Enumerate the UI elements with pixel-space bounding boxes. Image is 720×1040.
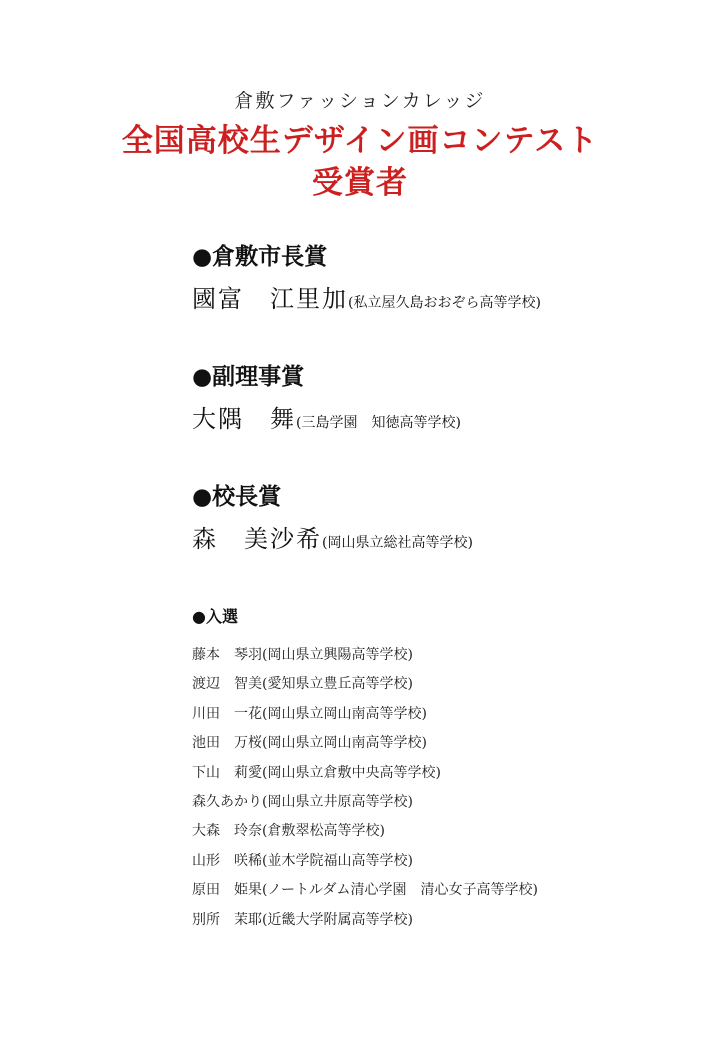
contest-subtitle: 受賞者 — [312, 165, 408, 201]
organizer-name: 倉敷ファッションカレッジ — [234, 90, 486, 112]
winner-name: 國富 江里加 — [192, 285, 348, 313]
award-heading-principal: ●校長賞 — [192, 483, 282, 510]
list-item: 別所 茉耶(近畿大学附属高等学校) — [192, 911, 413, 928]
list-item: 森久あかり(岡山県立井原高等学校) — [192, 793, 413, 810]
list-item: 池田 万桜(岡山県立岡山南高等学校) — [192, 735, 427, 752]
list-item: 山形 咲稀(並木学院福山高等学校) — [192, 852, 413, 869]
winner-school: (三島学園 知徳高等学校) — [296, 415, 461, 431]
award-section-mayor — [192, 242, 541, 318]
list-item: 渡辺 智美(愛知県立豊丘高等学校) — [192, 676, 413, 693]
winner-school: (岡山県立総社高等学校) — [322, 535, 473, 551]
award-heading-vice-director: ●副理事賞 — [192, 363, 305, 390]
honorable-mention-list — [192, 641, 538, 935]
winner-name: 大隅 舞 — [192, 405, 296, 433]
award-section-principal — [192, 482, 473, 558]
list-item: 藤本 琴羽(岡山県立興陽高等学校) — [192, 647, 413, 663]
award-winner-principal — [192, 524, 473, 558]
list-item: 原田 姫果(ノートルダム清心学園 清心女子高等学校) — [192, 882, 538, 899]
honorable-mention-heading: ●入選 — [192, 607, 238, 626]
award-winner-vice-director — [192, 404, 461, 438]
list-item: 大森 玲奈(倉敷翠松高等学校) — [192, 823, 385, 840]
award-heading-mayor: ●倉敷市長賞 — [192, 243, 328, 270]
contest-title: 全国高校生デザイン画コンテスト — [121, 123, 599, 159]
winner-name: 森 美沙希 — [192, 525, 322, 553]
honorable-mention-section — [192, 605, 538, 935]
award-winner-mayor — [192, 284, 541, 318]
winner-school: (私立屋久島おおぞら高等学校) — [348, 295, 541, 311]
award-section-vice-director — [192, 362, 461, 438]
list-item: 下山 莉愛(岡山県立倉敷中央高等学校) — [192, 764, 441, 781]
list-item: 川田 一花(岡山県立岡山南高等学校) — [192, 705, 427, 722]
